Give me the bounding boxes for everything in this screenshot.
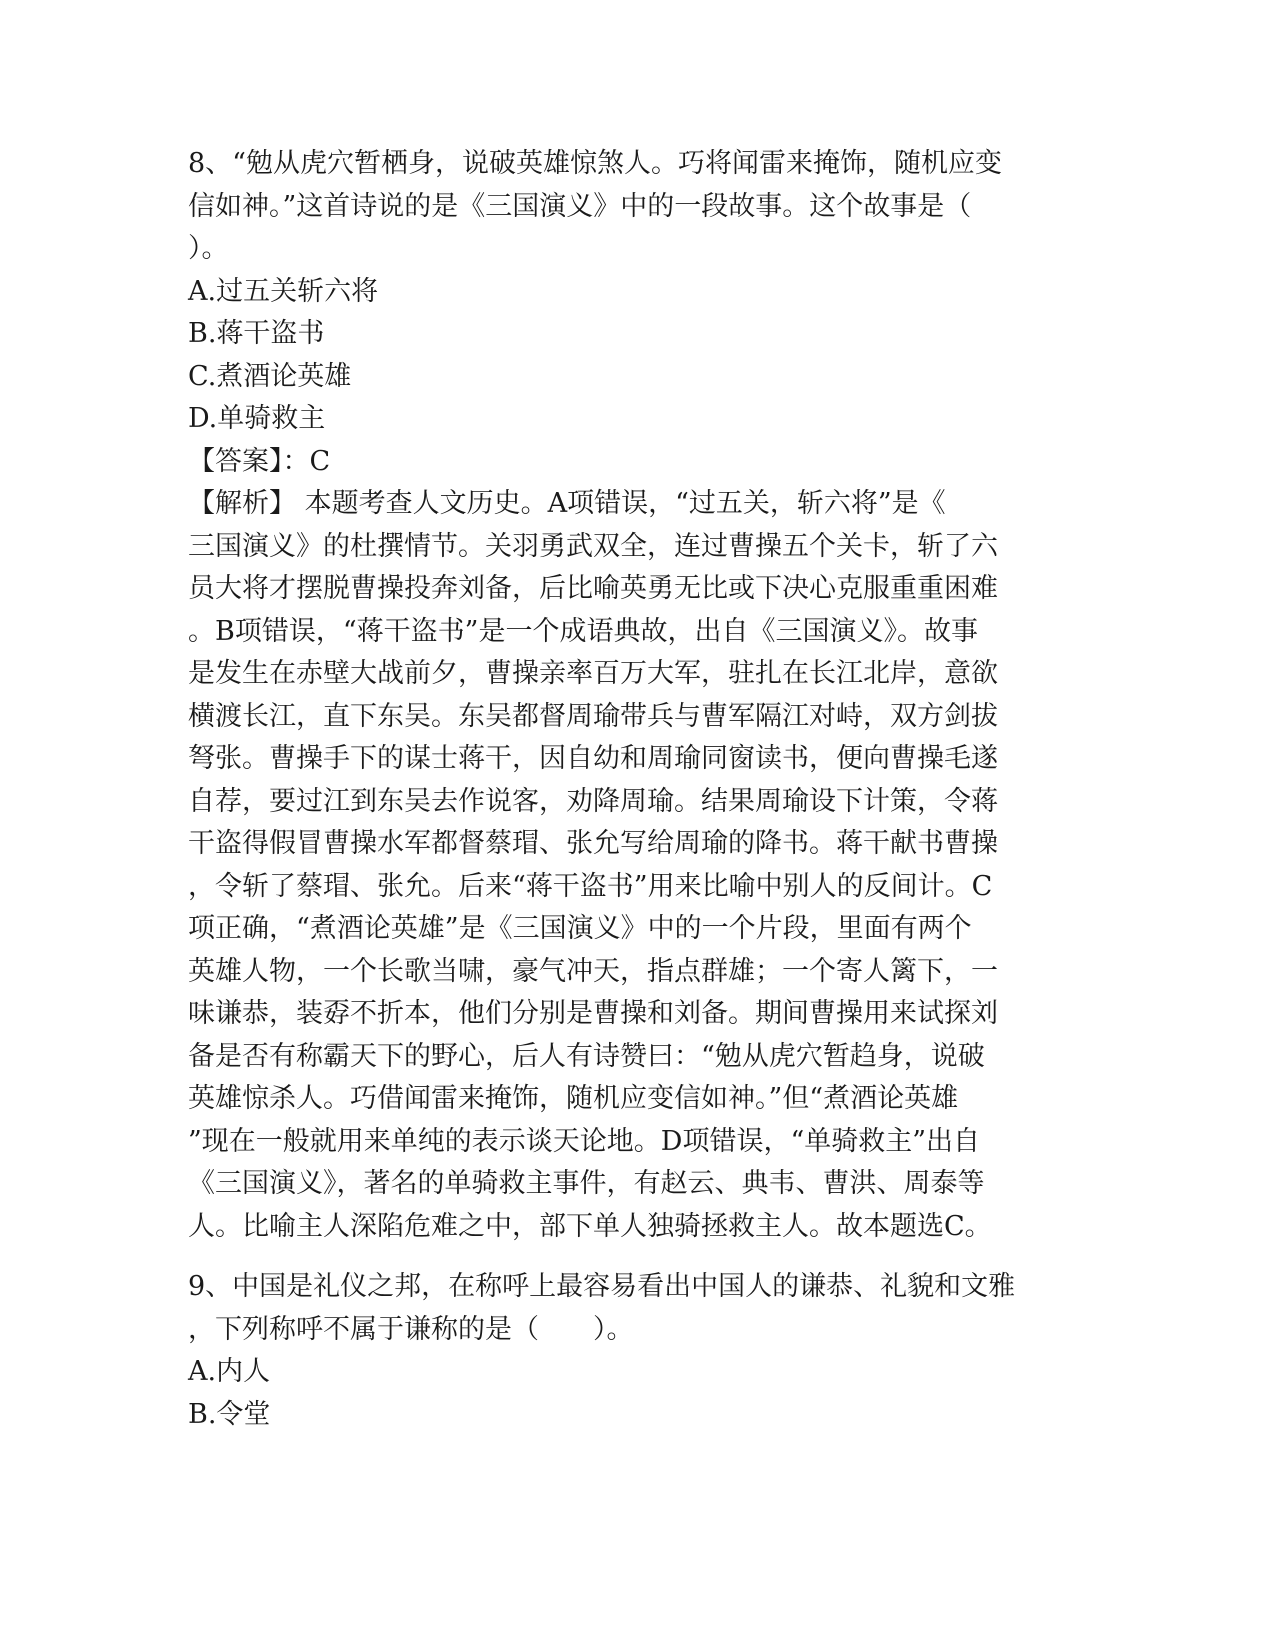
- analysis-line: ，令斩了蔡瑁、张允。后来“蒋干盗书”用来比喻中别人的反间计。C: [188, 870, 993, 902]
- analysis-line: 员大将才摆脱曹操投奔刘备，后比喻英勇无比或下决心克服重重困难: [188, 573, 998, 604]
- analysis-line: 是发生在赤壁大战前夕，曹操亲率百万大军，驻扎在长江北岸，意欲: [188, 658, 998, 689]
- analysis-line: 《三国演义》，著名的单骑救主事件，有赵云、典韦、曹洪、周泰等: [188, 1168, 985, 1199]
- analysis-line: 人。比喻主人深陷危难之中，部下单人独骑拯救主人。故本题选C。: [188, 1210, 992, 1242]
- question-spacer: [188, 1248, 1088, 1266]
- document-page: [188, 143, 1088, 1436]
- analysis-line: 味谦恭，装孬不折本，他们分别是曹操和刘备。期间曹操用来试探刘: [188, 998, 998, 1029]
- analysis-line: 干盗得假冒曹操水军都督蔡瑁、张允写给周瑜的降书。蒋干献书曹操: [188, 828, 998, 859]
- question-stem-line: ）。: [188, 233, 229, 264]
- option-a: A.过五关斩六将: [188, 275, 379, 307]
- question-stem-line: ，下列称呼不属于谦称的是（ ）。: [188, 1313, 634, 1345]
- question-8: [188, 143, 1088, 1248]
- analysis-line: 项正确，“煮酒论英雄”是《三国演义》中的一个片段，里面有两个: [188, 913, 972, 944]
- option-b: B.蒋干盗书: [188, 318, 325, 349]
- analysis-line: ”现在一般就用来单纯的表示谈天论地。D项错误，“单骑救主”出自: [188, 1125, 981, 1157]
- option-a: A.内人: [188, 1356, 271, 1387]
- analysis-line: 横渡长江，直下东吴。东吴都督周瑜带兵与曹军隔江对峙，双方剑拔: [188, 700, 998, 732]
- option-d: D.单骑救主: [188, 403, 326, 434]
- question-9: [188, 1266, 1088, 1436]
- analysis-line: 三国演义》的杜撰情节。关羽勇武双全，连过曹操五个关卡，斩了六: [188, 530, 998, 562]
- analysis-line: 自荐，要过江到东吴去作说客，劝降周瑜。结果周瑜设下计策，令蒋: [188, 785, 998, 817]
- option-b: B.令堂: [188, 1398, 271, 1430]
- question-stem-line: 8、“勉从虎穴暂栖身，说破英雄惊煞人。巧将闻雷来掩饰，随机应变: [188, 148, 1002, 179]
- answer-line: 【答案】：C: [188, 445, 331, 477]
- question-stem-line: 9、中国是礼仪之邦，在称呼上最容易看出中国人的谦恭、礼貌和文雅: [188, 1271, 1016, 1302]
- analysis-line: 【解析】 本题考查人文历史。A项错误，“过五关，斩六将”是《: [188, 488, 946, 519]
- analysis-line: 备是否有称霸天下的野心，后人有诗赞曰：“勉从虎穴暂趋身，说破: [188, 1040, 985, 1072]
- analysis-line: 英雄人物，一个长歌当啸，豪气冲天，指点群雄；一个寄人篱下，一: [188, 955, 998, 987]
- option-c: C.煮酒论英雄: [188, 360, 352, 392]
- analysis-line: 弩张。曹操手下的谋士蒋干，因自幼和周瑜同窗读书，便向曹操毛遂: [188, 743, 998, 774]
- analysis-line: 。B项错误，“蒋干盗书”是一个成语典故，出自《三国演义》。故事: [188, 615, 978, 647]
- analysis-line: 英雄惊杀人。巧借闻雷来掩饰，随机应变信如神。”但“煮酒论英雄: [188, 1083, 959, 1114]
- question-stem-line: 信如神。”这首诗说的是《三国演义》中的一段故事。这个故事是（: [188, 190, 972, 222]
